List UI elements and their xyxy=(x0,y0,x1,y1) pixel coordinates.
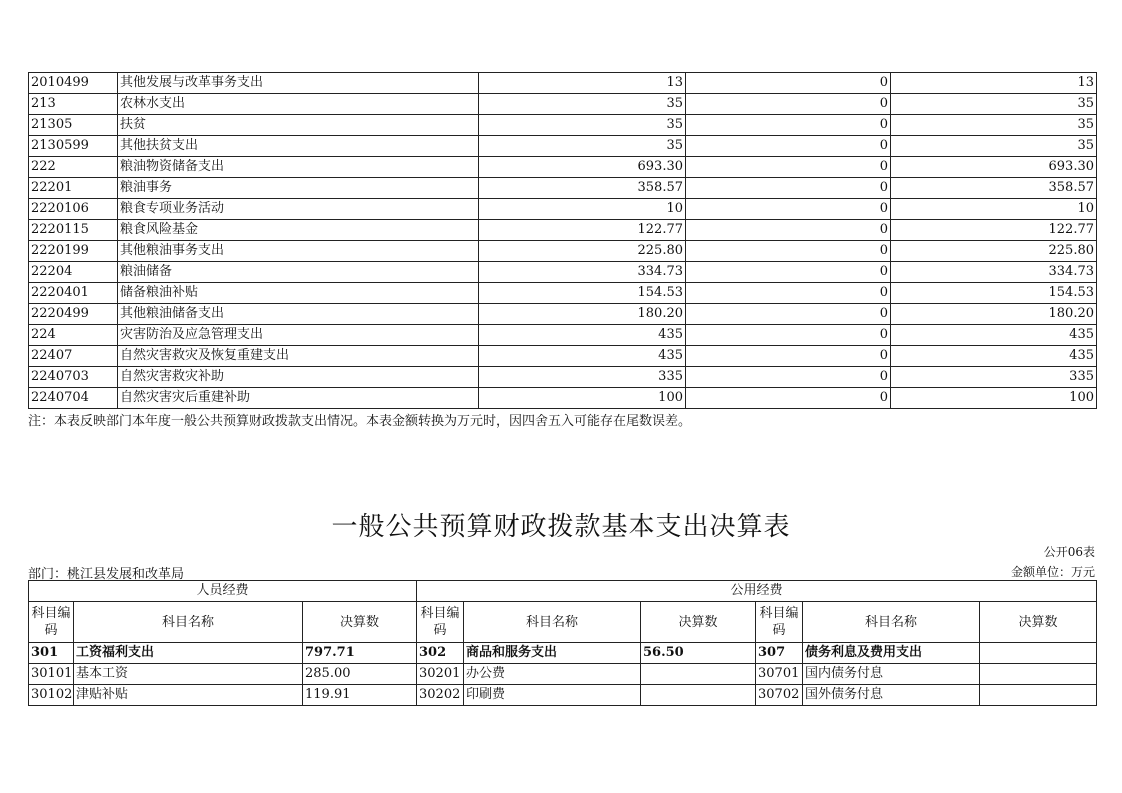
table-row xyxy=(29,643,1097,664)
project-cell: 0 xyxy=(686,199,891,220)
subject-name-cell: 基本工资 xyxy=(74,664,303,685)
expenditure-detail-body xyxy=(29,73,1097,409)
total-cell: 225.80 xyxy=(479,241,686,262)
subject-name-cell: 自然灾害救灾及恢复重建支出 xyxy=(118,346,479,367)
total-cell: 334.73 xyxy=(479,262,686,283)
basic-cell: 35 xyxy=(891,136,1097,157)
col-amount-header: 决算数 xyxy=(303,602,417,643)
subject-code-cell: 302 xyxy=(417,643,464,664)
subject-name-cell: 粮油物资储备支出 xyxy=(118,157,479,178)
project-cell: 0 xyxy=(686,283,891,304)
subject-name-cell: 印刷费 xyxy=(464,685,641,706)
subject-name-cell: 自然灾害救灾补助 xyxy=(118,367,479,388)
total-cell: 35 xyxy=(479,115,686,136)
table-row xyxy=(29,367,1097,388)
subject-name-cell: 其他粮油事务支出 xyxy=(118,241,479,262)
subject-code-cell: 2240703 xyxy=(29,367,118,388)
amount-cell xyxy=(980,664,1097,685)
subject-code-cell: 30201 xyxy=(417,664,464,685)
total-cell: 35 xyxy=(479,94,686,115)
subject-name-cell: 其他发展与改革事务支出 xyxy=(118,73,479,94)
subject-code-cell: 307 xyxy=(756,643,803,664)
subject-name-cell: 自然灾害灾后重建补助 xyxy=(118,388,479,409)
group-header-row xyxy=(29,581,1097,602)
subject-name-cell: 粮食专项业务活动 xyxy=(118,199,479,220)
project-cell: 0 xyxy=(686,346,891,367)
basic-cell: 334.73 xyxy=(891,262,1097,283)
subject-code-cell: 2220401 xyxy=(29,283,118,304)
total-cell: 358.57 xyxy=(479,178,686,199)
basic-cell: 335 xyxy=(891,367,1097,388)
project-cell: 0 xyxy=(686,220,891,241)
subject-name-cell: 灾害防治及应急管理支出 xyxy=(118,325,479,346)
subject-code-cell: 2130599 xyxy=(29,136,118,157)
basic-cell: 13 xyxy=(891,73,1097,94)
subject-name-cell: 债务利息及费用支出 xyxy=(803,643,980,664)
subject-name-cell: 储备粮油补贴 xyxy=(118,283,479,304)
subject-code-cell: 21305 xyxy=(29,115,118,136)
subject-code-cell: 2220115 xyxy=(29,220,118,241)
table-row xyxy=(29,388,1097,409)
amount-cell xyxy=(980,685,1097,706)
table-row xyxy=(29,199,1097,220)
subject-name-cell: 农林水支出 xyxy=(118,94,479,115)
table-row xyxy=(29,346,1097,367)
basic-cell: 435 xyxy=(891,346,1097,367)
table-row xyxy=(29,304,1097,325)
subject-code-cell: 2010499 xyxy=(29,73,118,94)
basic-cell: 154.53 xyxy=(891,283,1097,304)
col-amount-header: 决算数 xyxy=(980,602,1097,643)
project-cell: 0 xyxy=(686,115,891,136)
project-cell: 0 xyxy=(686,304,891,325)
basic-cell: 35 xyxy=(891,94,1097,115)
col-name-header: 科目名称 xyxy=(803,602,980,643)
subject-name-cell: 粮油储备 xyxy=(118,262,479,283)
col-name-header: 科目名称 xyxy=(74,602,303,643)
basic-expenditure-table xyxy=(28,580,1097,706)
amount-cell xyxy=(641,664,756,685)
table-row xyxy=(29,241,1097,262)
total-cell: 335 xyxy=(479,367,686,388)
subject-code-cell: 2220199 xyxy=(29,241,118,262)
amount-cell xyxy=(641,685,756,706)
project-cell: 0 xyxy=(686,367,891,388)
total-cell: 100 xyxy=(479,388,686,409)
subject-code-cell: 30102 xyxy=(29,685,74,706)
subject-name-cell: 国内债务付息 xyxy=(803,664,980,685)
expenditure-detail-table xyxy=(28,72,1097,409)
table-note: 注：本表反映部门本年度一般公共预算财政拨款支出情况。本表金额转换为万元时，因四舍五入可能存在尾数误差。 xyxy=(28,414,692,429)
col-code-header: 科目编码 xyxy=(417,602,464,643)
project-cell: 0 xyxy=(686,241,891,262)
table-row xyxy=(29,325,1097,346)
project-cell: 0 xyxy=(686,94,891,115)
amount-cell xyxy=(980,643,1097,664)
subject-code-cell: 224 xyxy=(29,325,118,346)
subject-code-cell: 30202 xyxy=(417,685,464,706)
table-row xyxy=(29,157,1097,178)
department-label: 部门：桃江县发展和改革局 xyxy=(28,567,185,582)
basic-cell: 180.20 xyxy=(891,304,1097,325)
table-row xyxy=(29,685,1097,706)
total-cell: 435 xyxy=(479,346,686,367)
subject-name-cell: 扶贫 xyxy=(118,115,479,136)
subject-name-cell: 工资福利支出 xyxy=(74,643,303,664)
col-code-header: 科目编码 xyxy=(756,602,803,643)
group-personnel-header: 人员经费 xyxy=(29,581,417,602)
total-cell: 122.77 xyxy=(479,220,686,241)
basic-cell: 35 xyxy=(891,115,1097,136)
amount-unit-label: 金额单位：万元 xyxy=(1010,565,1095,579)
table-row xyxy=(29,283,1097,304)
page-title: 一般公共预算财政拨款基本支出决算表 xyxy=(331,512,791,542)
subject-name-cell: 商品和服务支出 xyxy=(464,643,641,664)
table-row xyxy=(29,220,1097,241)
col-code-header: 科目编码 xyxy=(29,602,74,643)
subject-code-cell: 2240704 xyxy=(29,388,118,409)
table-row xyxy=(29,664,1097,685)
basic-cell: 122.77 xyxy=(891,220,1097,241)
basic-cell: 10 xyxy=(891,199,1097,220)
table-row xyxy=(29,94,1097,115)
subject-name-cell: 其他扶贫支出 xyxy=(118,136,479,157)
column-header-row xyxy=(29,602,1097,643)
table-row xyxy=(29,262,1097,283)
subject-code-cell: 213 xyxy=(29,94,118,115)
basic-cell: 358.57 xyxy=(891,178,1097,199)
subject-code-cell: 30701 xyxy=(756,664,803,685)
project-cell: 0 xyxy=(686,388,891,409)
col-amount-header: 决算数 xyxy=(641,602,756,643)
subject-code-cell: 22407 xyxy=(29,346,118,367)
group-public-header: 公用经费 xyxy=(417,581,1097,602)
subject-name-cell: 粮食风险基金 xyxy=(118,220,479,241)
subject-name-cell: 粮油事务 xyxy=(118,178,479,199)
subject-code-cell: 30702 xyxy=(756,685,803,706)
subject-name-cell: 办公费 xyxy=(464,664,641,685)
project-cell: 0 xyxy=(686,136,891,157)
total-cell: 693.30 xyxy=(479,157,686,178)
basic-cell: 435 xyxy=(891,325,1097,346)
subject-name-cell: 津贴补贴 xyxy=(74,685,303,706)
amount-cell: 797.71 xyxy=(303,643,417,664)
table-row xyxy=(29,178,1097,199)
total-cell: 10 xyxy=(479,199,686,220)
subject-code-cell: 22204 xyxy=(29,262,118,283)
subject-code-cell: 22201 xyxy=(29,178,118,199)
subject-code-cell: 301 xyxy=(29,643,74,664)
subject-name-cell: 其他粮油储备支出 xyxy=(118,304,479,325)
subject-code-cell: 222 xyxy=(29,157,118,178)
total-cell: 435 xyxy=(479,325,686,346)
subject-code-cell: 2220499 xyxy=(29,304,118,325)
amount-cell: 285.00 xyxy=(303,664,417,685)
basic-cell: 693.30 xyxy=(891,157,1097,178)
subject-code-cell: 30101 xyxy=(29,664,74,685)
basic-expenditure-body xyxy=(29,581,1097,706)
project-cell: 0 xyxy=(686,178,891,199)
basic-cell: 100 xyxy=(891,388,1097,409)
project-cell: 0 xyxy=(686,73,891,94)
form-number: 公开06表 xyxy=(1043,545,1095,559)
col-name-header: 科目名称 xyxy=(464,602,641,643)
project-cell: 0 xyxy=(686,325,891,346)
subject-code-cell: 2220106 xyxy=(29,199,118,220)
project-cell: 0 xyxy=(686,157,891,178)
basic-cell: 225.80 xyxy=(891,241,1097,262)
amount-cell: 119.91 xyxy=(303,685,417,706)
total-cell: 180.20 xyxy=(479,304,686,325)
total-cell: 13 xyxy=(479,73,686,94)
table-row xyxy=(29,136,1097,157)
project-cell: 0 xyxy=(686,262,891,283)
table-row xyxy=(29,115,1097,136)
amount-cell: 56.50 xyxy=(641,643,756,664)
total-cell: 154.53 xyxy=(479,283,686,304)
subject-name-cell: 国外债务付息 xyxy=(803,685,980,706)
total-cell: 35 xyxy=(479,136,686,157)
table-row xyxy=(29,73,1097,94)
